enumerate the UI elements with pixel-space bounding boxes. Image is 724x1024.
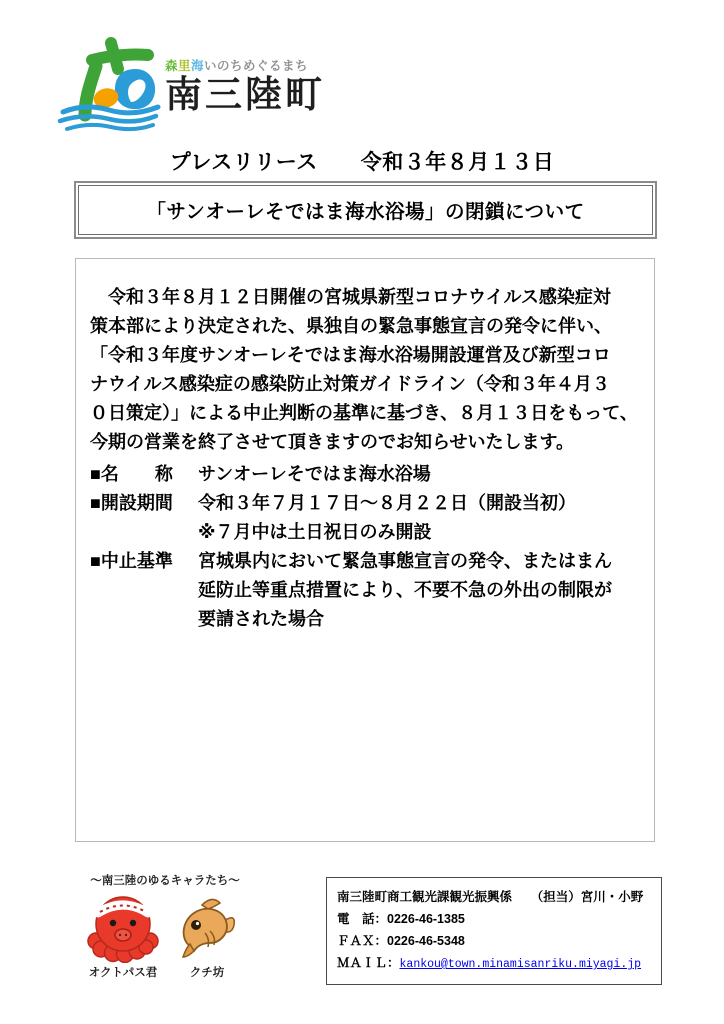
detail-item-label: ■開設期間 bbox=[90, 493, 173, 513]
town-name: 南三陸町 bbox=[165, 74, 325, 115]
detail-item-label: ■中止基準 bbox=[90, 551, 173, 571]
detail-item-value: サンオーレそではま海水浴場 bbox=[198, 464, 431, 484]
mascot-heading: ～南三陸のゆるキャラたち～ bbox=[90, 875, 240, 887]
contact-mail: ＭＡＩＬ：kankou@town.minamisanriku.miyagi.jp bbox=[337, 956, 642, 971]
page-title: プレスリリース 令和３年８月１３日 bbox=[169, 151, 555, 174]
mascot-fish bbox=[167, 891, 247, 980]
headline-box bbox=[74, 181, 657, 239]
mascot-fish-label: クチ坊 bbox=[189, 967, 225, 979]
fish-mascot-icon bbox=[172, 891, 242, 963]
contact-fax: ＦＡＸ：0226-46-5348 bbox=[337, 934, 465, 948]
detail-item-period bbox=[90, 489, 648, 547]
body-line: 「令和３年度サンオーレそではま海水浴場開設運営及び新型コロ bbox=[90, 345, 611, 365]
detail-list bbox=[90, 460, 648, 634]
contact-tel-number: 0226-46-1385 bbox=[387, 912, 465, 926]
body-line: 令和３年８月１２日開催の宮城県新型コロナウイルス感染症対 bbox=[90, 287, 611, 307]
contact-box bbox=[326, 877, 662, 985]
body-line: 策本部により決定された、県独自の緊急事態宣言の発令に伴い、 bbox=[90, 316, 612, 336]
mascot-row bbox=[83, 891, 247, 980]
main-content-box bbox=[75, 258, 655, 842]
detail-item-value: 宮城県内において緊急事態宣言の発令、またはまん 延防止等重点措置により、不要不急の外出の制限が 要請された場合 bbox=[198, 551, 612, 629]
contact-tel: 電 話：0226-46-1385 bbox=[337, 912, 465, 926]
town-logo-mark-icon bbox=[57, 36, 163, 134]
body-line: 今期の営業を終了させて頂きますのでお知らせいたします。 bbox=[90, 432, 575, 452]
body-paragraph bbox=[90, 283, 648, 457]
mascot-octopus bbox=[83, 891, 163, 980]
mascot-section bbox=[83, 872, 247, 980]
town-logo-text bbox=[165, 36, 325, 134]
body-line: ナウイルス感染症の感染防止対策ガイドライン（令和３年４月３ bbox=[90, 374, 610, 394]
contact-fax-number: 0226-46-5348 bbox=[387, 934, 465, 948]
mascot-octopus-label: オクトパス君 bbox=[88, 967, 158, 979]
detail-item-value: 令和３年７月１７日～８月２２日（開設当初） ※７月中は土日祝日のみ開設 bbox=[198, 493, 576, 542]
contact-email-link[interactable]: kankou@town.minamisanriku.miyagi.jp bbox=[399, 958, 642, 971]
detail-item-label: ■名 称 bbox=[90, 464, 173, 484]
octopus-mascot-icon bbox=[84, 891, 162, 963]
contact-department: 南三陸町商工観光課観光振興係 （担当）宮川・小野 bbox=[337, 890, 644, 904]
body-line: ０日策定）」による中止判断の基準に基づき、８月１３日をもって、 bbox=[90, 403, 638, 423]
detail-item-criteria bbox=[90, 547, 648, 634]
town-logo bbox=[57, 36, 325, 134]
detail-item-name bbox=[90, 460, 648, 489]
headline-text: 「サンオーレそではま海水浴場」の閉鎖について bbox=[78, 185, 653, 235]
logo-tagline: 森里海いのちめぐるまち bbox=[165, 59, 309, 73]
